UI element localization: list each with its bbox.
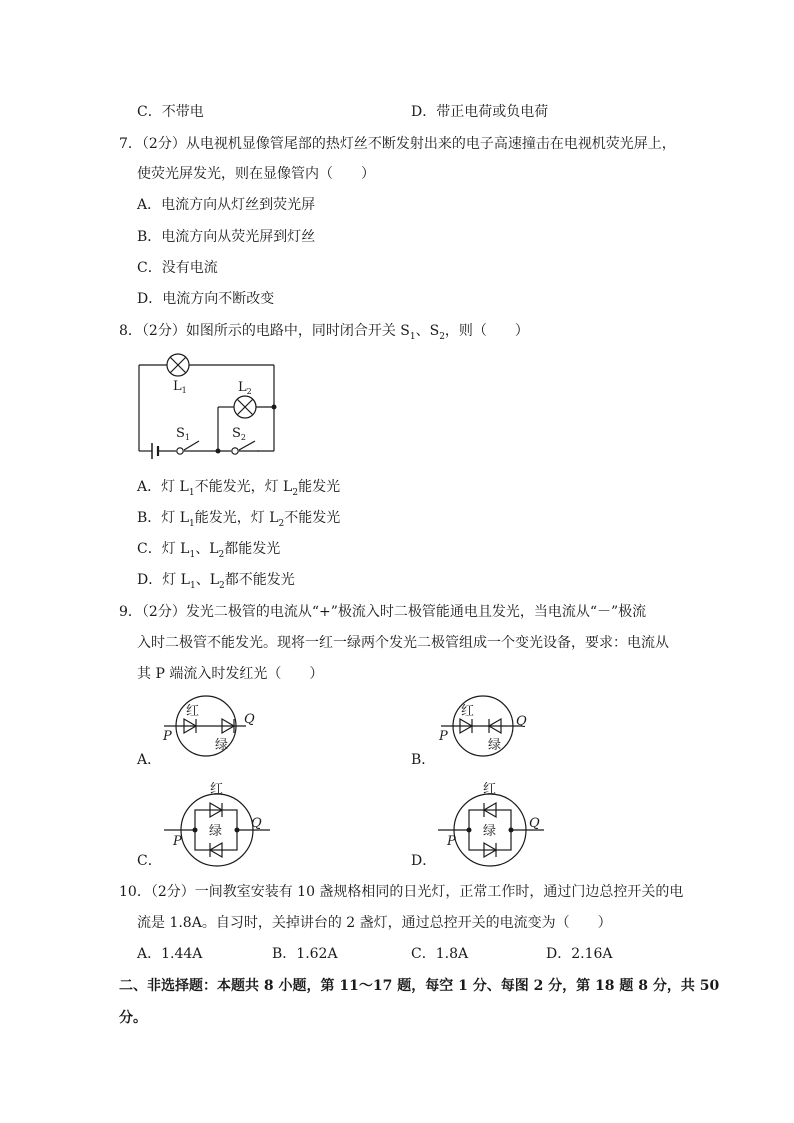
q10-stem-line1: 10．（2分）一间教室安装有 10 盏规格相同的日光灯，正常工作时，通过门边总控开关的电	[119, 884, 684, 900]
label-l2: $L_2$	[238, 380, 252, 396]
q9-a-red: 红	[186, 704, 200, 719]
q7-option-a: A．电流方向从灯丝到荧光屏	[137, 197, 316, 213]
q9-c-q: Q	[251, 816, 262, 831]
q9-b-p: P	[439, 729, 448, 744]
label-s2: $S_2$	[232, 426, 246, 442]
q9-c-red: 红	[210, 782, 224, 797]
q7-stem-line2: 使荧光屏发光，则在显像管内（ ）	[137, 166, 375, 182]
q9-b-red: 红	[461, 704, 475, 719]
q9-option-c-label: C．	[137, 853, 162, 869]
q9-a-green: 绿	[215, 738, 229, 753]
label-s1: $S_1$	[176, 426, 190, 442]
section2-heading-line2: 分。	[119, 1010, 147, 1026]
q9-d-green: 绿	[483, 824, 497, 839]
q9-d-red: 红	[483, 782, 497, 797]
q9-b-q: Q	[516, 714, 527, 729]
q9-option-b-label: B．	[411, 752, 436, 768]
q10-option-c: C．1.8A	[411, 946, 469, 962]
q10-option-b: B．1.62A	[272, 946, 338, 962]
q10-option-a: A．1.44A	[137, 946, 203, 962]
q9-c-p: P	[173, 834, 182, 849]
q9-stem-line2: 入时二极管不能发光。现将一红一绿两个发光二极管组成一个变光设备，要求：电流从	[137, 635, 669, 651]
q10-option-d: D．2.16A	[546, 946, 613, 962]
q8-option-b: B．灯 $L_1$能发光，灯 $L_2$不能发光	[137, 510, 341, 529]
q9-b-green: 绿	[488, 738, 502, 753]
label-l1: $L_1$	[173, 379, 187, 395]
q8-option-a: A．灯 $L_1$不能发光，灯 $L_2$能发光	[137, 479, 341, 498]
q7-option-c: C．没有电流	[137, 260, 218, 276]
q6-option-d: D．带正电荷或负电荷	[411, 104, 549, 120]
q7-option-d: D．电流方向不断改变	[137, 291, 275, 307]
q10-stem-line2: 流是 1.8A。自习时，关掉讲台的 2 盏灯，通过总控开关的电流变为（ ）	[137, 915, 612, 931]
q9-diagram-b	[441, 696, 522, 756]
q8-stem: 8．（2分）如图所示的电路中，同时闭合开关 $S_1$、$S_2$，则（ ）	[119, 323, 529, 342]
q7-option-b: B．电流方向从荧光屏到灯丝	[137, 229, 316, 245]
q9-option-a-label: A．	[137, 752, 162, 768]
section2-heading-line1: 二、非选择题：本题共 8 小题，第 11～17 题，每空 1 分、每图 2 分，第 18 题 8 分，共 50	[119, 978, 720, 994]
q9-option-d-label: D．	[411, 853, 437, 869]
q9-stem-line3: 其 P 端流入时发红光（ ）	[137, 666, 324, 682]
q8-option-c: C．灯 $L_1$、$L_2$都能发光	[137, 541, 281, 560]
q7-stem-line1: 7．（2分）从电视机显像管尾部的热灯丝不断发射出来的电子高速撞击在电视机荧光屏上，	[119, 136, 676, 152]
q6-option-c: C．不带电	[137, 104, 204, 120]
q9-d-p: P	[447, 834, 456, 849]
q9-c-green: 绿	[209, 824, 223, 839]
q9-d-q: Q	[529, 816, 540, 831]
q9-a-p: P	[163, 729, 172, 744]
q9-diagram-a	[164, 696, 246, 756]
q9-a-q: Q	[244, 712, 255, 727]
q8-option-d: D．灯 $L_1$、$L_2$都不能发光	[137, 572, 295, 591]
q9-stem-line1: 9．（2分）发光二极管的电流从“+”极流入时二极管能通电且发光，当电流从“－”极流	[119, 604, 647, 620]
